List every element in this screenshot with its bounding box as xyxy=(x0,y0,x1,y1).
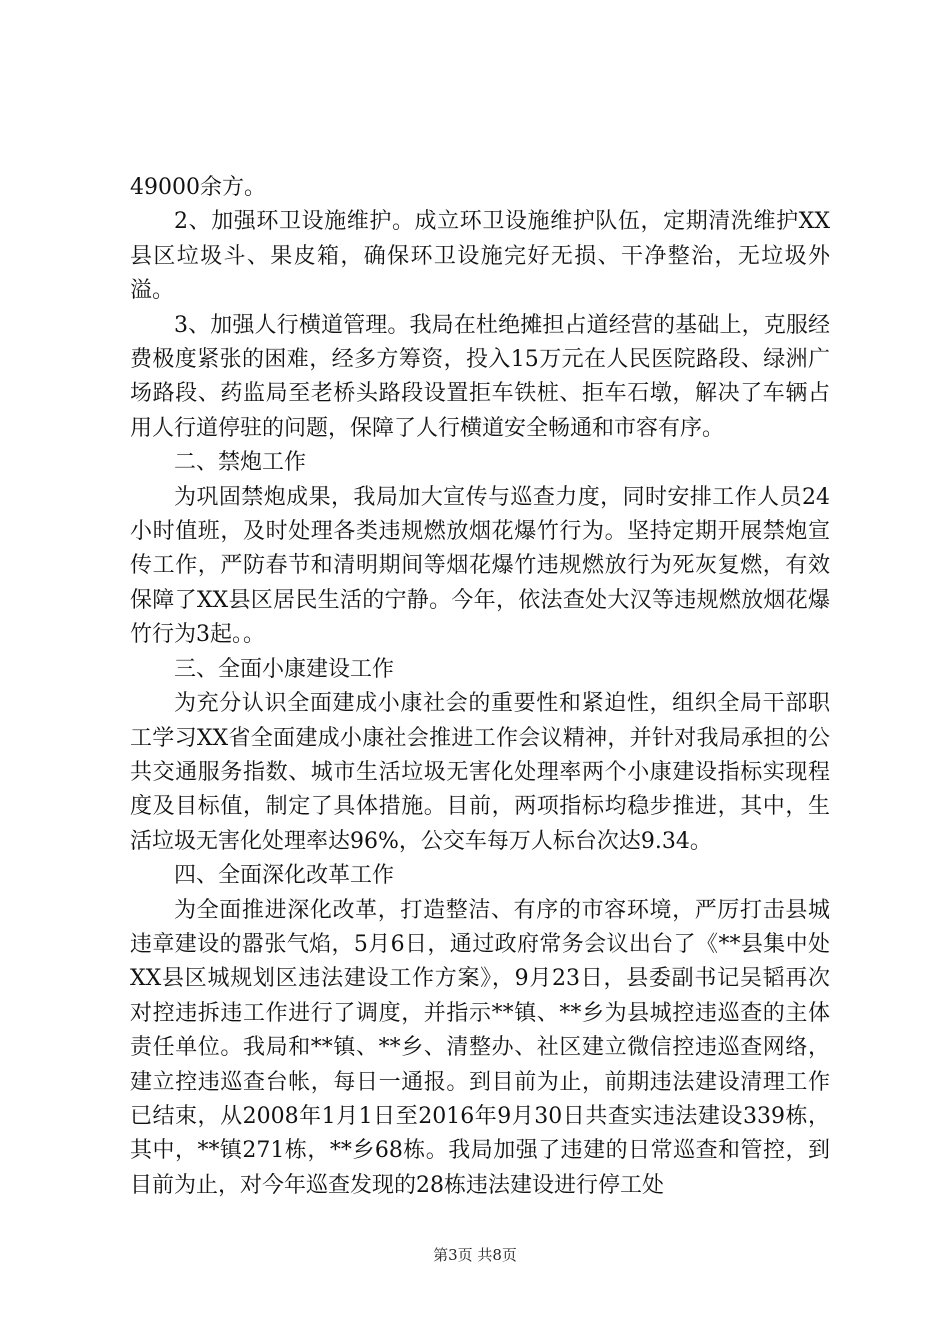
paragraph-7: 为充分认识全面建成小康社会的重要性和紧迫性，组织全局干部职工学习XX省全面建成小康社会推进工作会议精神，并针对我局承担的公共交通服务指数、城市生活垃圾无害化处理率两个小康建设指标实现程度及目标值，制定了具体措施。目前，两项指标均稳步推进，其中，生活垃圾无害化处理率达96%，公交车每万人标台次达9.34。 xyxy=(130,691,830,854)
paragraph-3: 3、加强人行横道管理。我局在杜绝摊担占道经营的基础上，克服经费极度紧张的困难，经多方筹资，投入15万元在人民医院路段、绿洲广场路段、药监局至老桥头路段设置拒车铁桩、拒车石墩，解决了车辆占用人行道停驻的问题，保障了人行横道安全畅通和市容有序。 xyxy=(130,312,830,441)
section-heading-4: 四、全面深化改革工作 xyxy=(174,863,395,889)
page-number-footer: 第3页 共8页 xyxy=(433,1246,517,1264)
paragraph-1: 49000余方。 xyxy=(130,175,266,200)
document-body xyxy=(130,171,830,1203)
section-heading-3: 三、全面小康建设工作 xyxy=(174,656,395,682)
paragraph-5: 为巩固禁炮成果，我局加大宣传与巡查力度，同时安排工作人员24小时值班，及时处理各类违规燃放烟花爆竹行为。坚持定期开展禁炮宣传工作，严防春节和清明期间等烟花爆竹违规燃放行为死灰复燃，有效保障了XX县区居民生活的宁静。今年，依法查处大汉等违规燃放烟花爆竹行为3起。。 xyxy=(130,484,830,648)
paragraph-9: 为全面推进深化改革，打造整洁、有序的市容环境，严厉打击县城违章建设的嚣张气焰，5月6日，通过政府常务会议出台了《**县集中处XX县区城规划区违法建设工作方案》，9月23日，县委副书记吴韬再次对控违拆违工作进行了调度，并指示**镇、**乡为县城控违巡查的主体责任单位。我局和**镇、**乡、清整办、社区建立微信控违巡查网络，建立控违巡查台帐，每日一通报。到目前为止，前期违法建设清理工作已结束，从2008年1月1日至2016年9月30日共查实违法建设339栋，其中，**镇271栋，**乡68栋。我局加强了违建的日常巡查和管控，到目前为止，对今年巡查发现的28栋违法建设进行停工处 xyxy=(130,897,830,1198)
section-heading-2: 二、禁炮工作 xyxy=(174,450,307,476)
paragraph-2: 2、加强环卫设施维护。成立环卫设施维护队伍，定期清洗维护XX县区垃圾斗、果皮箱，确保环卫设施完好无损、干净整治，无垃圾外溢。 xyxy=(130,209,830,304)
